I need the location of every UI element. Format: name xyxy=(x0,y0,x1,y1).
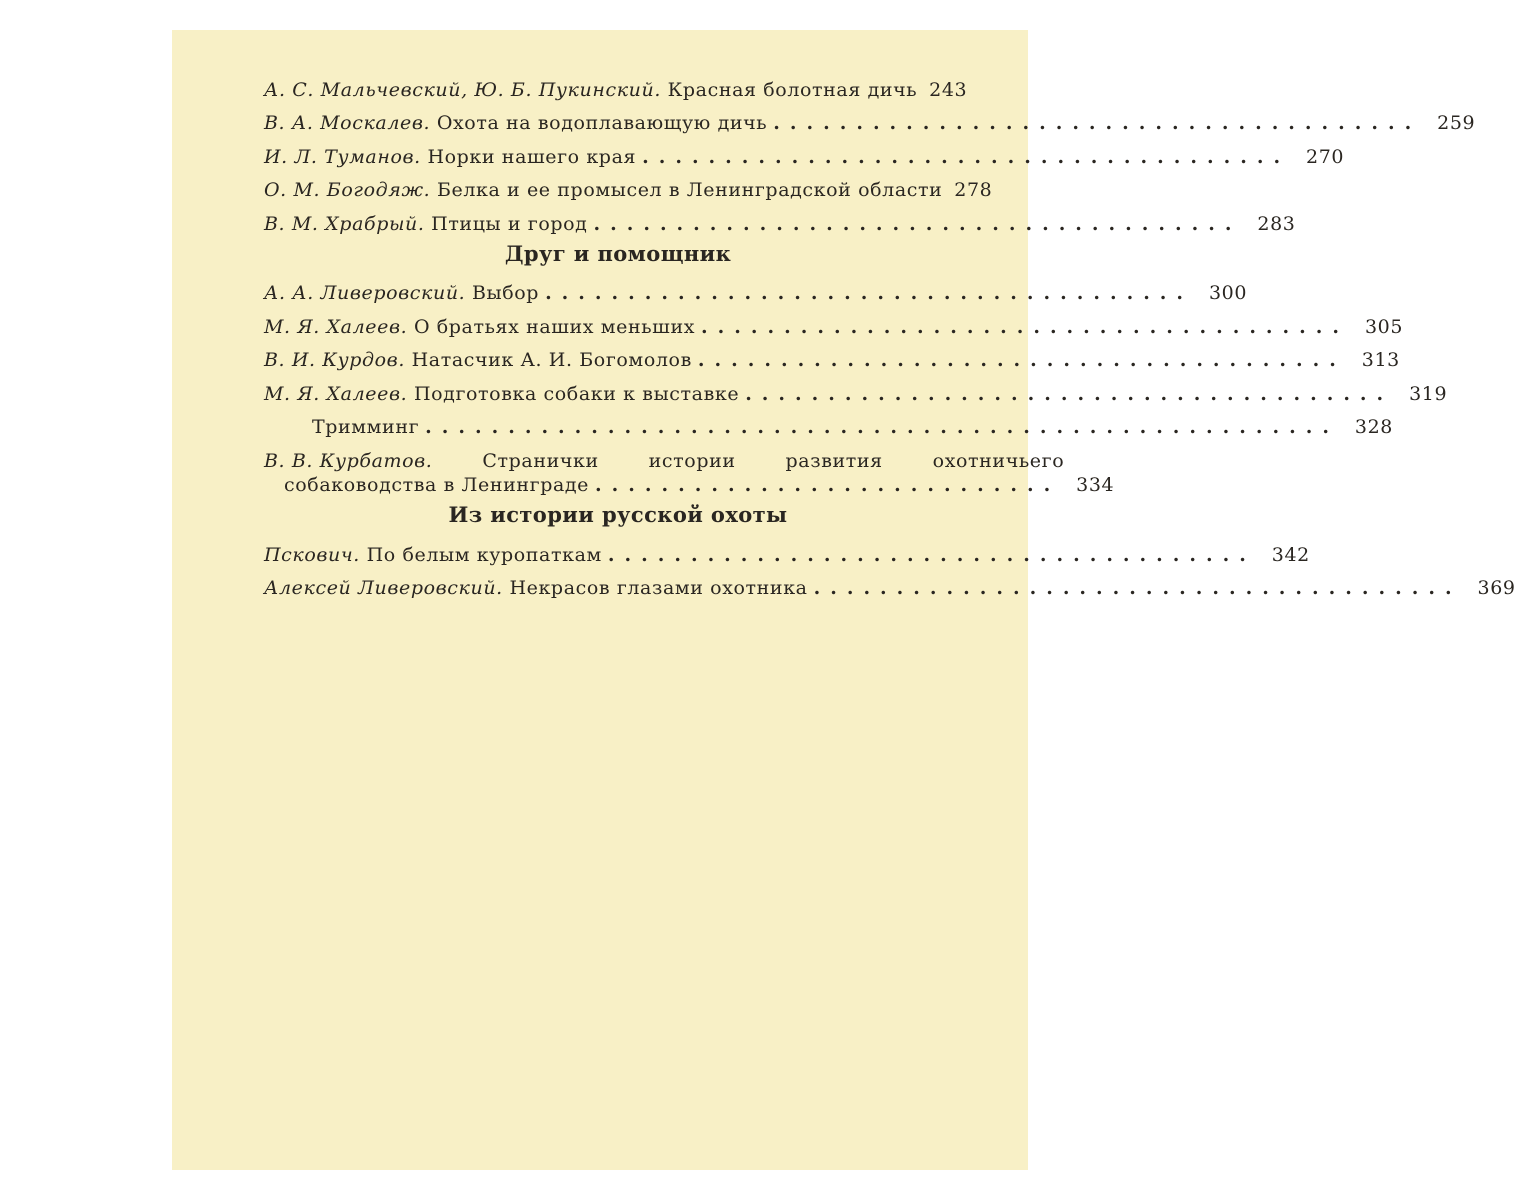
entry-title-word: Странички xyxy=(482,450,599,472)
toc-entry xyxy=(264,339,1400,373)
section-title: Друг и помощник xyxy=(504,240,732,266)
toc-entry xyxy=(264,439,1115,497)
entry-page: 300 xyxy=(1208,282,1248,304)
leader-dots: ....................................... xyxy=(697,349,1346,371)
entry-page: 313 xyxy=(1361,349,1400,371)
toc-entry xyxy=(264,372,1448,406)
leader-dots: ....................................... xyxy=(773,112,1422,134)
entry-title: Подготовка собаки к выставке xyxy=(413,382,740,405)
entry-title: Красная болотная дичь xyxy=(667,78,918,101)
leader-dots: ....................................... xyxy=(593,212,1242,235)
leader-dots: ....................................... xyxy=(813,577,1462,599)
entry-page: 259 xyxy=(1437,112,1476,134)
entry-author: М. Я. Халеев. xyxy=(264,315,408,338)
entry-author: Алексей Ливеровский. xyxy=(264,577,503,599)
leader-dots: ....................................... xyxy=(607,543,1256,566)
entry-title: Выбор xyxy=(471,282,540,304)
entry-title-continuation: собаководства в Ленинграде xyxy=(284,474,590,496)
leader-dots: ....................................... xyxy=(701,315,1350,338)
toc-entry xyxy=(264,135,1345,169)
entry-title: Белка и ее промысел в Ленинградской области xyxy=(436,179,943,201)
entry-author: И. Л. Туманов. xyxy=(264,145,421,168)
entry-author: О. М. Богодяж. xyxy=(264,179,431,201)
toc-entry xyxy=(264,533,1310,567)
section-title: Из истории русской охоты xyxy=(448,502,788,527)
book-page xyxy=(172,30,1516,1170)
entry-page: 283 xyxy=(1257,212,1296,235)
entry-page: 342 xyxy=(1271,543,1310,566)
toc-entry xyxy=(264,202,1296,236)
entry-author: Пскович. xyxy=(264,543,360,566)
entry-author: В. М. Храбрый. xyxy=(264,212,425,235)
entry-title: Норки нашего края xyxy=(427,145,637,168)
entry-title-word: охотничьего xyxy=(932,450,1065,472)
leader-dots: ....................................................... xyxy=(425,416,1339,438)
entry-title: О братьях наших меньших xyxy=(413,315,696,338)
entry-title: Охота на водоплавающую дичь xyxy=(436,112,768,134)
leader-dots: ....................................... xyxy=(745,382,1394,405)
toc-entry xyxy=(264,567,1516,601)
table-of-contents xyxy=(264,68,1516,600)
entry-page: 369 xyxy=(1477,577,1516,599)
entry-author: В. В. Курбатов. xyxy=(264,450,433,472)
entry-page: 334 xyxy=(1076,474,1115,496)
entry-page: 270 xyxy=(1306,145,1345,168)
entry-author: А. А. Ливеровский. xyxy=(264,282,466,304)
entry-author: В. А. Москалев. xyxy=(264,112,431,134)
entry-title: По белым куропаткам xyxy=(366,543,602,566)
toc-entry xyxy=(264,305,1404,339)
entry-title: Некрасов глазами охотника xyxy=(509,577,808,599)
entry-author: А. С. Мальчевский, Ю. Б. Пукинский. xyxy=(264,78,661,101)
entry-title-word: истории xyxy=(648,450,736,472)
toc-entry xyxy=(264,169,1012,203)
entry-title: Натасчик А. И. Богомолов xyxy=(411,349,692,371)
entry-page: 328 xyxy=(1354,416,1393,438)
entry-title-word: развития xyxy=(785,450,883,472)
entry-page: 278 xyxy=(954,179,993,201)
leader-dots: ............................ xyxy=(595,474,1061,496)
entry-title: Тримминг xyxy=(312,416,420,438)
leader-dots: ....................................... xyxy=(545,282,1194,304)
entry-page: 319 xyxy=(1409,382,1448,405)
leader-dots: ....................................... xyxy=(642,145,1291,168)
entry-author: В. И. Курдов. xyxy=(264,349,405,371)
entry-title: Птицы и город xyxy=(431,212,588,235)
entry-page: 243 xyxy=(929,78,968,101)
toc-entry xyxy=(264,102,1476,136)
toc-entry xyxy=(264,406,1393,440)
entry-page: 305 xyxy=(1364,315,1404,338)
toc-entry xyxy=(264,68,1012,102)
toc-entry xyxy=(264,272,1248,306)
entry-author: М. Я. Халеев. xyxy=(264,382,408,405)
